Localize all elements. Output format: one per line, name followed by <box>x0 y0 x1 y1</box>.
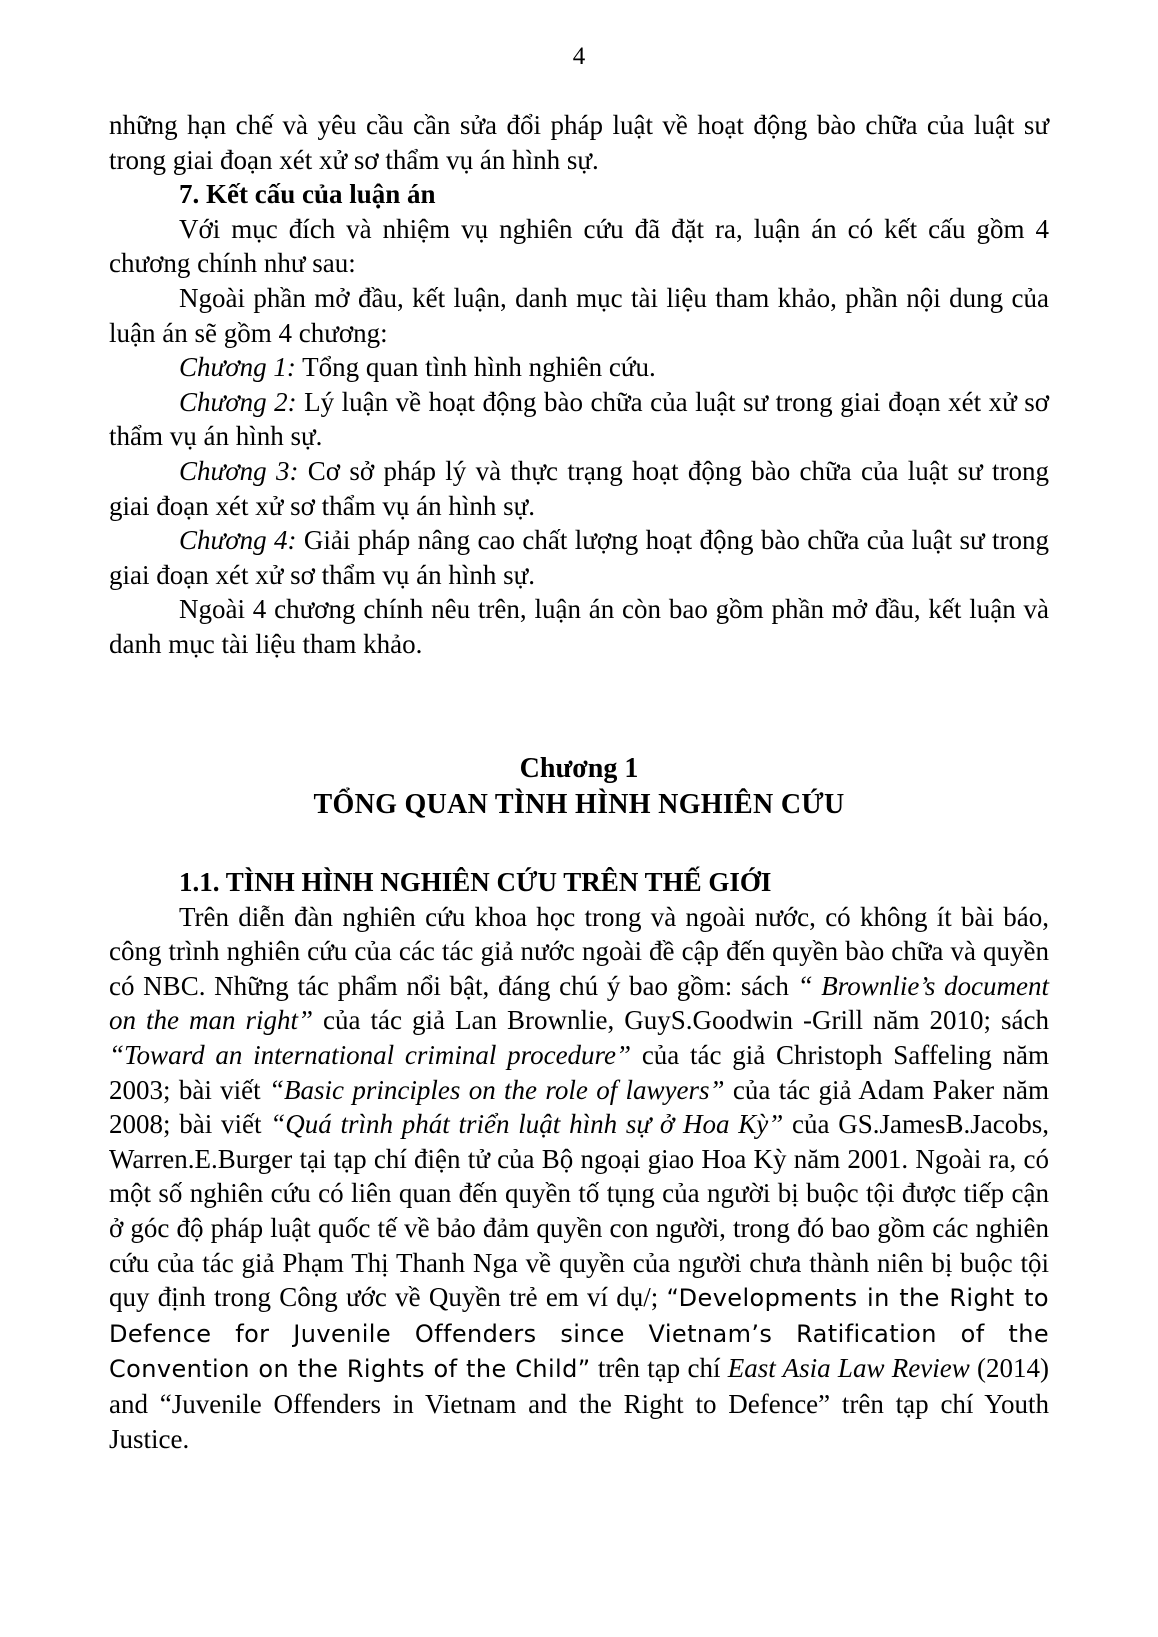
chapter-summary-label: Chương 2: <box>179 386 297 417</box>
chapter-summary-text: Lý luận về hoạt động bào chữa của luật sư trong giai đoạn xét xử sơ thẩm vụ án hình sự. <box>109 386 1050 452</box>
cited-work-title: “Quá trình phát triển luật hình sự ở Hoa Kỳ” <box>270 1109 784 1140</box>
chapter-summary-label: Chương 3: <box>179 455 299 486</box>
cited-work-title: “ Brownlie’s document on the man right” <box>109 970 1049 1036</box>
chapter-summary-4 <box>109 523 1049 592</box>
chapter-summary-text: Giải pháp nâng cao chất lượng hoạt động bào chữa của luật sư trong giai đoạn xét xử sơ thẩm vụ án hình sự. <box>109 525 1049 590</box>
chapter-1-heading-block <box>109 751 1049 823</box>
paragraph-text: Trên diễn đàn nghiên cứu khoa học trong và ngoài nước, có không ít bài báo, công trình nghiên cứu của các tác giả nước ngoài đề cập đến quyền bào chữa và quyền có NBC. Những tác phẩm nổi bật, đáng chú ý bao gồm: sách <box>109 901 1049 1001</box>
journal-name: East Asia Law Review <box>727 1353 970 1384</box>
paragraph-text: trên tạp chí <box>590 1353 728 1384</box>
section-7-heading: 7. Kết cấu của luận án <box>179 179 436 210</box>
structure-paragraph-1: Với mục đích và nhiệm vụ nghiên cứu đã đặt ra, luận án có kết cấu gồm 4 chương chính như sau: <box>109 213 1049 279</box>
cited-work-title: “Toward an international criminal procedure” <box>109 1039 632 1070</box>
structure-closing-paragraph: Ngoài 4 chương chính nêu trên, luận án còn bao gồm phần mở đầu, kết luận và danh mục tài liệu tham khảo. <box>109 594 1049 659</box>
cited-work-title: “Basic principles on the role of lawyers” <box>269 1074 725 1105</box>
structure-paragraph-2: Ngoài phần mở đầu, kết luận, danh mục tài liệu tham khảo, phần nội dung của luận án sẽ gồm 4 chương: <box>109 282 1049 348</box>
chapter-summary-1 <box>109 350 1049 385</box>
paragraph-text: của tác giả Adam Paker năm 2008; bài viết <box>109 1074 1049 1140</box>
world-research-paragraph <box>109 900 1049 1457</box>
paragraph-text: của GS.JamesB.Jacobs, Warren.E.Burger tại tạp chí điện tử của Bộ ngoại giao Hoa Kỳ năm 2001. Ngoài ra, có một số nghiên cứu có liên quan đến quyền tố tụng của người bị buộc tội được tiếp cận ở góc độ pháp luật quốc tế về bảo đảm quyền con người, trong đó bao gồm các nghiên cứu của tác giả Phạm Thị Thanh Nga về quyền của người chưa thành niên bị buộc tội quy định trong Công ước về Quyền trẻ em ví dụ/; <box>109 1109 1049 1313</box>
chapter-summary-text: Cơ sở pháp lý và thực trạng hoạt động bào chữa của luật sư trong giai đoạn xét xử sơ thẩm vụ án hình sự. <box>109 455 1049 521</box>
chapter-summary-label: Chương 1: <box>179 352 296 383</box>
chapter-number: Chương 1 <box>519 753 639 784</box>
chapter-title: TỔNG QUAN TÌNH HÌNH NGHIÊN CỨU <box>313 789 845 820</box>
cited-article-title: “Developments in the Right to Defence for Juvenile Offenders since Vietnam’s Ratification of the Convention on the Rights of the Child” <box>109 1284 1049 1384</box>
paragraph-text: của tác giả Lan Brownlie, GuyS.Goodwin -Grill năm 2010; sách <box>313 1005 1049 1036</box>
chapter-summary-2 <box>109 385 1049 454</box>
chapter-summary-text: Tổng quan tình hình nghiên cứu. <box>295 352 656 383</box>
section-7-block <box>109 108 1049 662</box>
chapter-summary-label: Chương 4: <box>179 525 297 556</box>
section-1-1-block <box>109 865 1049 1456</box>
paragraph-text: của tác giả Christoph Saffeling năm 2003; bài viết <box>109 1039 1049 1105</box>
paragraph-text: (2014) and “Juvenile Offenders in Vietnam and the Right to Defence” trên tạp chí Youth Justice. <box>109 1353 1050 1454</box>
page-number: 4 <box>572 43 586 70</box>
intro-continuation: những hạn chế và yêu cầu cần sửa đổi pháp luật về hoạt động bào chữa của luật sư trong giai đoạn xét xử sơ thẩm vụ án hình sự. <box>109 110 1049 175</box>
section-1-1-heading: 1.1. TÌNH HÌNH NGHIÊN CỨU TRÊN THẾ GIỚI <box>179 867 772 897</box>
chapter-summary-3 <box>109 454 1049 523</box>
